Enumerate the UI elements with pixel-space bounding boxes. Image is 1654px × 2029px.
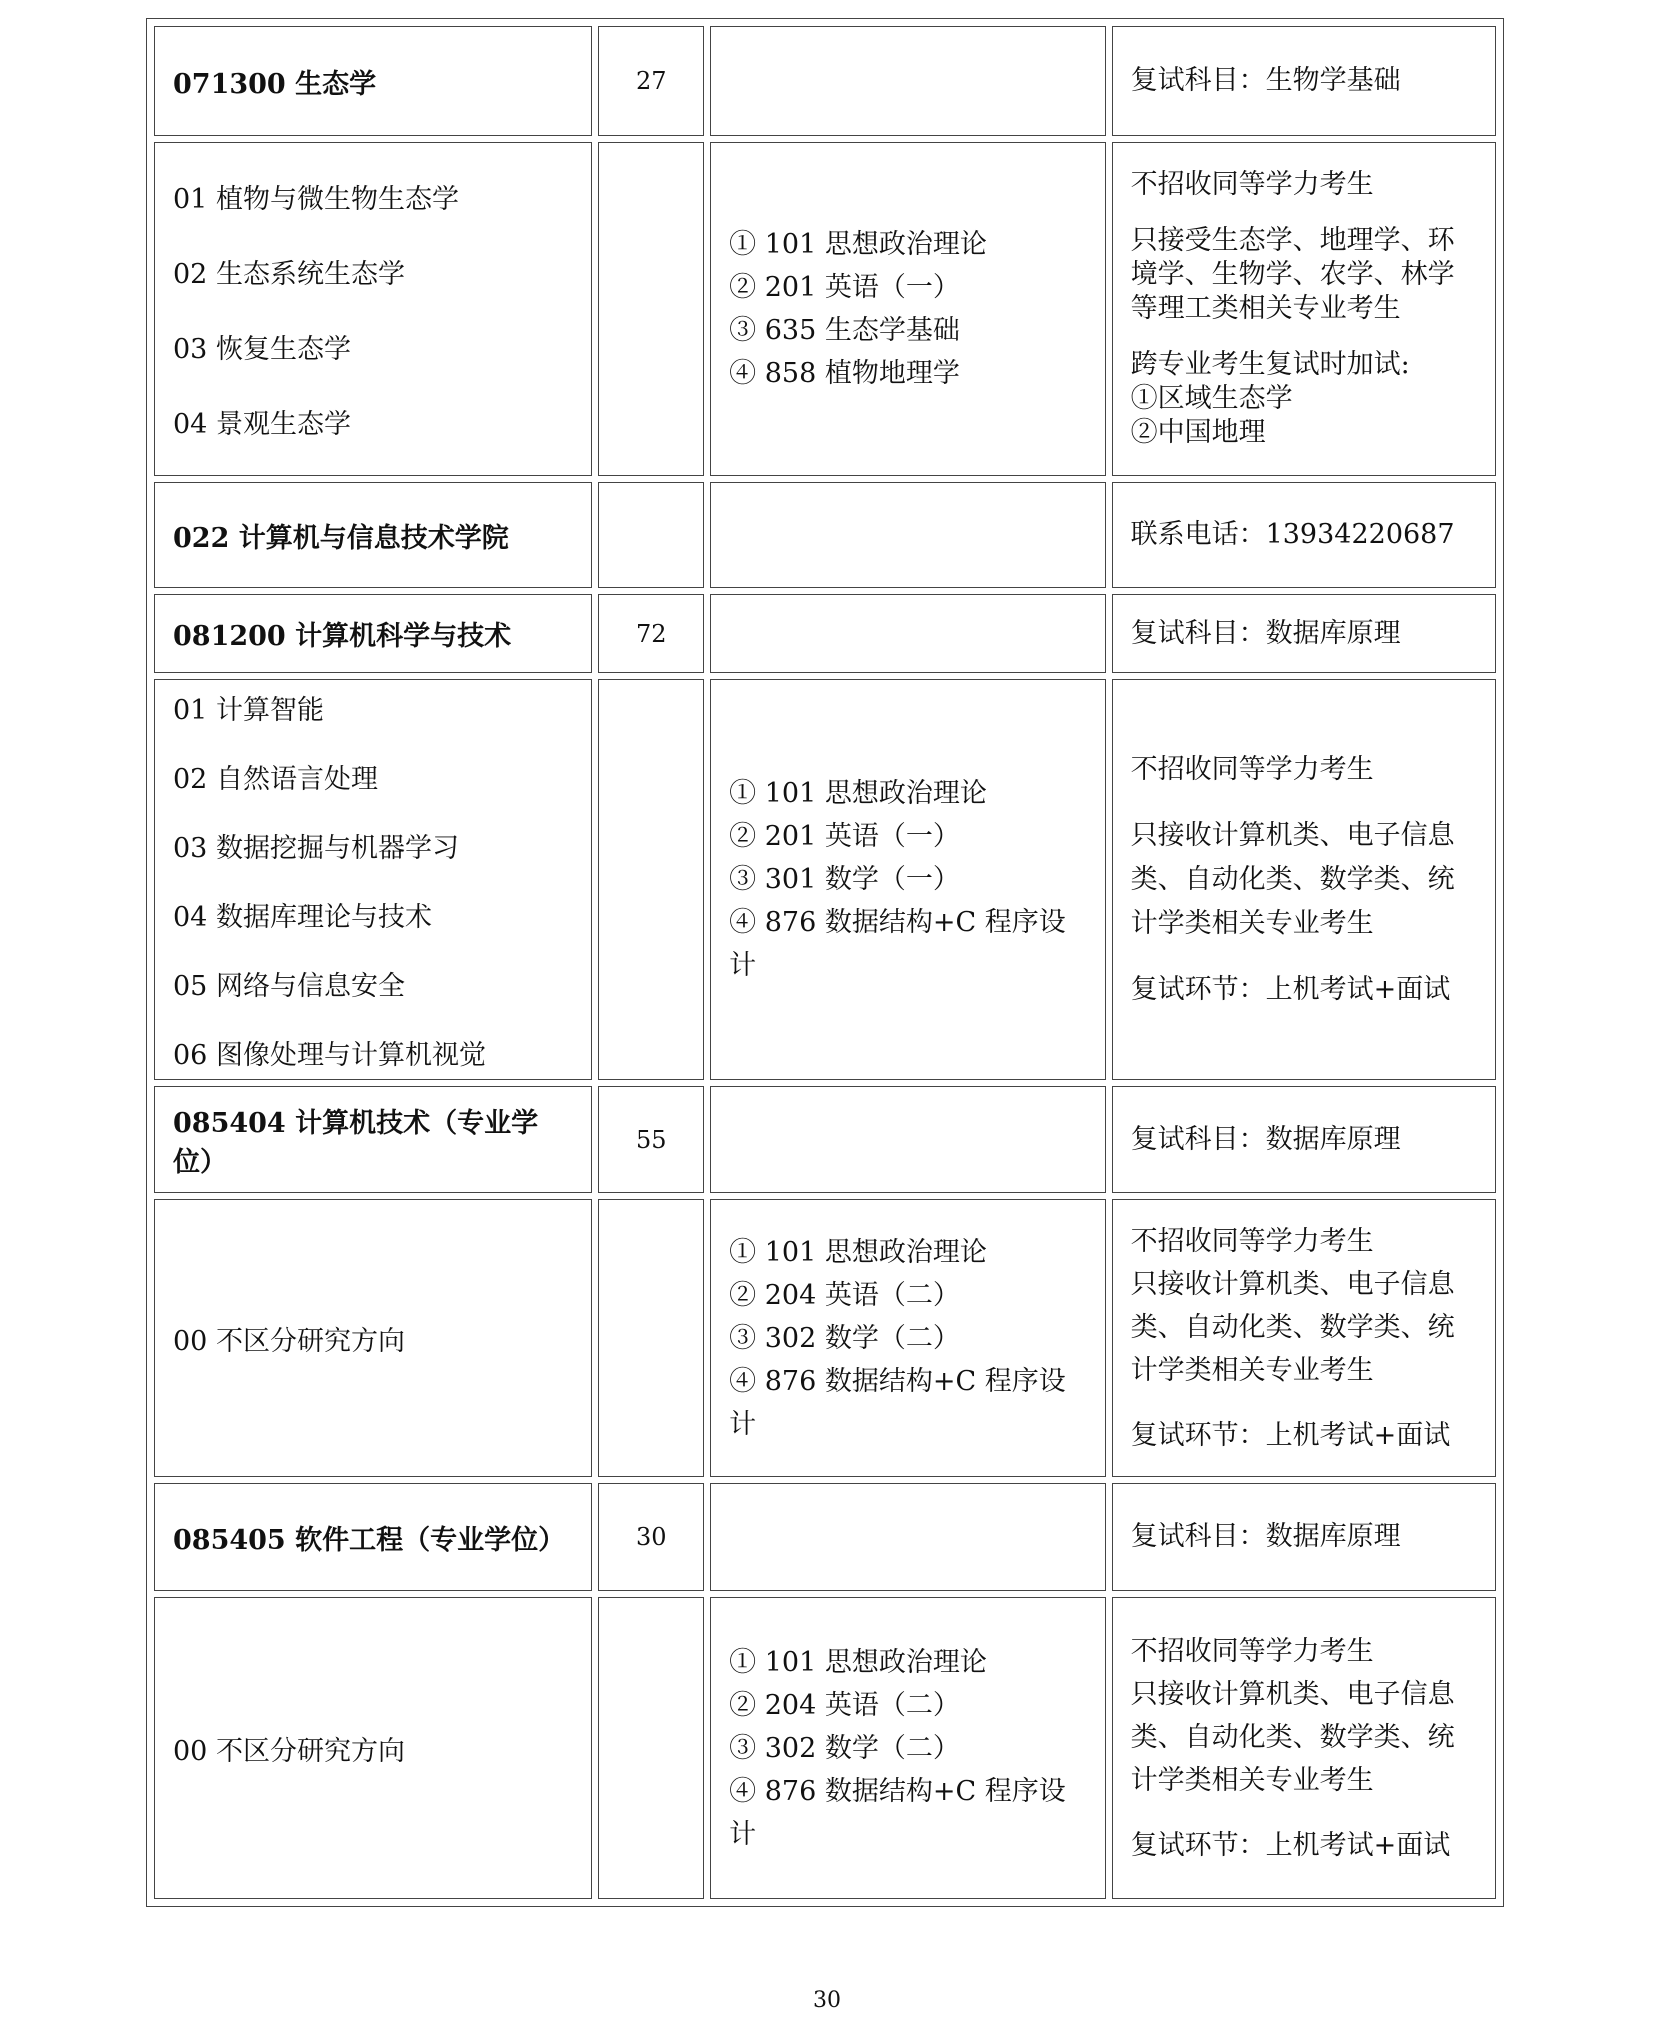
major-name: 071300 生态学 xyxy=(173,68,377,100)
subject-item: ④ 858 植物地理学 xyxy=(729,358,960,389)
subjects-cell xyxy=(710,26,1105,136)
notes-cell xyxy=(1112,594,1496,673)
quota-value: 27 xyxy=(635,67,667,95)
note-line: 只接收计算机类、电子信息 xyxy=(1130,1268,1455,1300)
subjects-cell xyxy=(710,142,1105,476)
direction-item: 05 网络与信息安全 xyxy=(173,970,405,1002)
note-line: 复试环节：上机考试+面试 xyxy=(1130,973,1451,1005)
major-name: 085404 计算机技术（专业学位） xyxy=(173,1107,539,1178)
notes-cell xyxy=(1112,26,1496,136)
major-name: 085405 软件工程（专业学位） xyxy=(173,1524,566,1556)
note-line: 不招收同等学力考生 xyxy=(1130,1225,1374,1257)
spacer xyxy=(1131,792,1477,814)
notes-cell xyxy=(1112,1086,1496,1193)
direction-item: 02 生态系统生态学 xyxy=(173,259,405,290)
quota-cell xyxy=(598,482,704,588)
quota-cell xyxy=(598,594,704,673)
subject-item: ④ 876 数据结构+C 程序设计 xyxy=(729,1365,1066,1440)
direction-item: 00 不区分研究方向 xyxy=(173,1325,405,1357)
table-row xyxy=(151,1480,1499,1594)
directions-cell xyxy=(154,679,592,1080)
direction-item: 04 数据库理论与技术 xyxy=(173,901,432,933)
note-line: 复试科目：数据库原理 xyxy=(1130,1123,1401,1155)
direction-item: 02 自然语言处理 xyxy=(173,763,378,795)
table-row xyxy=(151,1083,1499,1196)
quota-value: 55 xyxy=(635,1125,667,1154)
table-row xyxy=(151,676,1499,1083)
note-line: 计学类相关专业考生 xyxy=(1130,1354,1374,1386)
note-line: 计学类相关专业考生 xyxy=(1130,1764,1374,1796)
note-line: 复试科目：数据库原理 xyxy=(1130,1521,1401,1552)
subjects-cell xyxy=(710,679,1105,1080)
directions-cell xyxy=(154,1597,592,1899)
notes-cell xyxy=(1112,1199,1496,1477)
direction-item: 00 不区分研究方向 xyxy=(173,1735,405,1767)
notes-cell xyxy=(1112,482,1496,588)
subject-item: ② 201 英语（一） xyxy=(729,821,960,852)
college-name: 022 计算机与信息技术学院 xyxy=(173,522,509,554)
note-line: 只接受生态学、地理学、环 xyxy=(1130,225,1455,256)
note-line: 类、自动化类、数学类、统 xyxy=(1130,1311,1455,1343)
major-cell xyxy=(154,594,592,673)
table-row xyxy=(151,23,1499,139)
subject-item: ① 101 思想政治理论 xyxy=(729,229,987,260)
table-row xyxy=(151,139,1499,479)
note-line: 不招收同等学力考生 xyxy=(1130,753,1374,785)
table-row xyxy=(151,591,1499,676)
notes-cell xyxy=(1112,142,1496,476)
note-line: 类、自动化类、数学类、统 xyxy=(1130,1721,1455,1753)
subject-item: ② 201 英语（一） xyxy=(729,272,960,303)
major-name: 081200 计算机科学与技术 xyxy=(173,621,512,652)
spacer xyxy=(1131,1802,1477,1824)
direction-item: 04 景观生态学 xyxy=(173,409,351,440)
direction-item: 06 图像处理与计算机视觉 xyxy=(173,1039,486,1071)
subjects-cell xyxy=(710,1086,1105,1193)
quota-value: 72 xyxy=(635,619,667,648)
direction-item: 03 数据挖掘与机器学习 xyxy=(173,832,459,864)
subjects-cell xyxy=(710,594,1105,673)
subject-item: ③ 301 数学（一） xyxy=(729,864,960,895)
note-line: 复试科目：数据库原理 xyxy=(1130,617,1401,649)
spacer xyxy=(1131,326,1477,348)
subjects-cell xyxy=(710,1483,1105,1591)
note-line: 不招收同等学力考生 xyxy=(1130,1635,1374,1667)
notes-cell xyxy=(1112,1483,1496,1591)
table-row xyxy=(151,479,1499,591)
subject-item: ③ 635 生态学基础 xyxy=(729,315,960,346)
note-line: 境学、生物学、农学、林学 xyxy=(1130,259,1455,290)
quota-cell xyxy=(598,1597,704,1899)
quota-cell xyxy=(598,1199,704,1477)
spacer xyxy=(1131,946,1477,968)
contact-phone: 联系电话：13934220687 xyxy=(1130,519,1455,550)
subject-item: ② 204 英语（二） xyxy=(729,1689,960,1721)
major-cell xyxy=(154,1483,592,1591)
table-row xyxy=(151,1594,1499,1902)
major-cell xyxy=(154,26,592,136)
subject-item: ③ 302 数学（二） xyxy=(729,1732,960,1764)
subject-item: ① 101 思想政治理论 xyxy=(729,1646,987,1678)
note-line: 不招收同等学力考生 xyxy=(1130,169,1374,200)
spacer xyxy=(1131,1392,1477,1414)
quota-cell xyxy=(598,1086,704,1193)
note-line: 类、自动化类、数学类、统 xyxy=(1130,863,1455,895)
page-number: 30 xyxy=(813,1988,841,2013)
note-line: 复试科目：生物学基础 xyxy=(1130,65,1401,96)
subject-item: ③ 302 数学（二） xyxy=(729,1322,960,1354)
subject-item: ① 101 思想政治理论 xyxy=(729,778,987,809)
notes-cell xyxy=(1112,679,1496,1080)
subjects-cell xyxy=(710,482,1105,588)
admissions-table xyxy=(146,18,1504,1907)
quota-value: 30 xyxy=(635,1523,667,1551)
notes-cell xyxy=(1112,1597,1496,1899)
major-cell xyxy=(154,1086,592,1193)
subject-item: ② 204 英语（二） xyxy=(729,1279,960,1311)
direction-item: 01 植物与微生物生态学 xyxy=(173,184,459,215)
subject-item: ④ 876 数据结构+C 程序设计 xyxy=(729,907,1066,981)
direction-item: 01 计算智能 xyxy=(173,694,324,726)
quota-cell xyxy=(598,679,704,1080)
direction-item: 03 恢复生态学 xyxy=(173,334,351,365)
quota-cell xyxy=(598,1483,704,1591)
quota-cell xyxy=(598,26,704,136)
directions-cell xyxy=(154,1199,592,1477)
subjects-cell xyxy=(710,1597,1105,1899)
table-row xyxy=(151,1196,1499,1480)
directions-cell xyxy=(154,142,592,476)
subject-item: ① 101 思想政治理论 xyxy=(729,1236,987,1268)
note-line: ②中国地理 xyxy=(1130,417,1266,448)
note-line: 只接收计算机类、电子信息 xyxy=(1130,819,1455,851)
note-line: ①区域生态学 xyxy=(1130,383,1293,414)
note-line: 复试环节：上机考试+面试 xyxy=(1130,1829,1451,1861)
note-line: 跨专业考生复试时加试: xyxy=(1130,349,1410,380)
subject-item: ④ 876 数据结构+C 程序设计 xyxy=(729,1775,1066,1850)
note-line: 只接收计算机类、电子信息 xyxy=(1130,1678,1455,1710)
note-line: 等理工类相关专业考生 xyxy=(1130,293,1401,324)
note-line: 复试环节：上机考试+面试 xyxy=(1130,1419,1451,1451)
spacer xyxy=(1131,202,1477,224)
note-line: 计学类相关专业考生 xyxy=(1130,907,1374,939)
college-cell xyxy=(154,482,592,588)
quota-cell xyxy=(598,142,704,476)
subjects-cell xyxy=(710,1199,1105,1477)
